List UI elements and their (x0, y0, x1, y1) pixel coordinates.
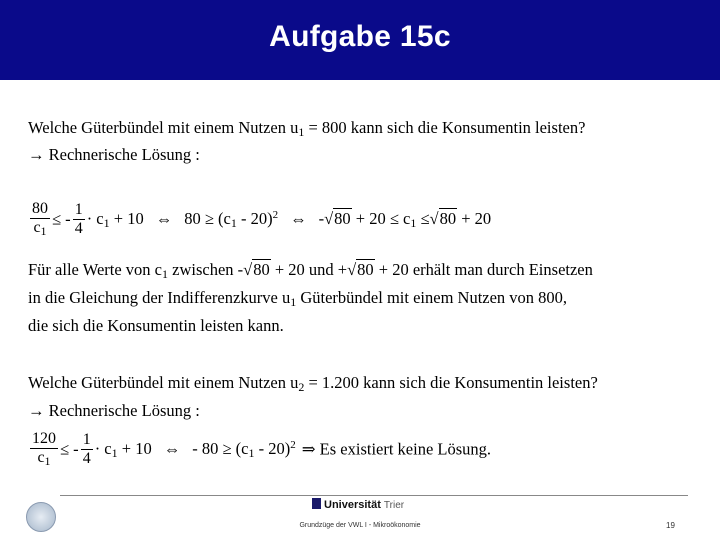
fraction-numerator: 120 (30, 430, 58, 449)
fraction-numerator: 80 (30, 200, 50, 219)
explanation-sub: 1 (290, 295, 297, 309)
equivalence-arrow: ⇔ (163, 439, 181, 459)
inequality-exponent: 2 (290, 438, 296, 451)
fraction-denominator (30, 449, 58, 469)
sqrt-radicand: 80 (357, 260, 374, 279)
equation-1-fraction-a (30, 200, 50, 239)
explanation-text: + 20 erhält man durch Einsetzen (374, 260, 593, 279)
explanation-line-2 (28, 290, 567, 308)
method-1: → Rechnerische Lösung : (28, 145, 200, 164)
inequality-sub: 1 (230, 215, 237, 230)
range-le: ≤ (416, 208, 430, 228)
equation-1-range (319, 209, 492, 228)
question-2-sub: 2 (298, 380, 305, 394)
logo-trier-text: Trier (383, 500, 405, 511)
fraction-denominator-sub: 1 (40, 224, 47, 239)
fraction-denominator-var: c (33, 219, 41, 237)
equation-2-inequality (192, 439, 296, 458)
university-logo (312, 498, 404, 512)
term-rest: + 10 (109, 208, 144, 228)
term-dot: · c (94, 438, 112, 458)
sqrt-expression: √80 (429, 208, 457, 228)
inequality-rest: - 20) (254, 438, 291, 458)
fraction-denominator: 4 (82, 450, 91, 468)
term-dot: · c (86, 208, 104, 228)
range-mid-sub: 1 (410, 215, 417, 230)
university-logo-icon (312, 498, 321, 509)
question-2 (28, 375, 598, 393)
explanation-text: zwischen - (168, 260, 244, 279)
conclusion-text: Es existiert keine Lösung. (315, 439, 492, 459)
sqrt-expression: √80 (347, 260, 374, 279)
range-right: + 20 (457, 208, 492, 228)
sqrt-expression: √80 (243, 260, 270, 279)
slide-title: Aufgabe 15c (269, 20, 451, 53)
explanation-text: Für alle Werte von c (28, 260, 162, 279)
equivalence-arrow: ⇔ (155, 209, 173, 229)
inequality-text: 80 ≥ (c (184, 208, 231, 228)
term-sub: 1 (111, 445, 118, 460)
fraction-denominator-sub: 1 (44, 454, 51, 469)
question-2-before: Welche Güterbündel mit einem Nutzen u (28, 373, 299, 392)
equation-1 (28, 200, 491, 239)
course-title: Grundzüge der VWL I - Mikroökonomie (299, 522, 421, 529)
fraction-numerator: 1 (73, 201, 85, 220)
explanation-line-1 (28, 262, 593, 280)
sqrt-radicand: 80 (439, 208, 457, 228)
question-1-before: Welche Güterbündel mit einem Nutzen u (28, 118, 299, 137)
page-number: 19 (666, 521, 675, 530)
term-sub: 1 (103, 215, 110, 230)
explanation-text: in die Gleichung der Indifferenzkurve u (28, 288, 291, 307)
range-left: - (318, 208, 325, 228)
footer-divider (60, 495, 688, 496)
explanation-text: + 20 und + (270, 260, 348, 279)
question-1 (28, 120, 585, 138)
equation-2-fraction-b (81, 431, 93, 469)
equation-1-op: ≤ - (52, 209, 71, 229)
equation-2-fraction-a (30, 430, 58, 469)
term-rest: + 10 (117, 438, 152, 458)
equivalence-arrow: ⇔ (290, 209, 307, 229)
equation-1-term (87, 209, 144, 228)
inequality-sub: 1 (248, 445, 255, 460)
question-1-sub: 1 (298, 125, 305, 139)
inequality-text: - 80 ≥ (c (192, 438, 249, 458)
fraction-numerator: 1 (81, 431, 93, 450)
sqrt-expression: √80 (324, 208, 351, 228)
explanation-text: Güterbündel mit einem Nutzen von 800, (296, 288, 568, 307)
explanation-line-3: die sich die Konsumentin leisten kann. (28, 316, 284, 335)
equation-2-op: ≤ - (60, 439, 79, 459)
explanation-sub: 1 (162, 267, 168, 281)
fraction-denominator: 4 (74, 220, 83, 238)
range-mid: + 20 ≤ c (351, 208, 411, 228)
fraction-denominator (30, 219, 50, 239)
sqrt-radicand: 80 (253, 260, 270, 279)
sqrt-radicand: 80 (334, 208, 351, 228)
method-2: → Rechnerische Lösung : (28, 401, 200, 420)
inequality-exponent: 2 (272, 208, 279, 221)
equation-2 (28, 430, 491, 469)
equation-1-inequality (184, 209, 278, 228)
equation-1-fraction-b (73, 201, 85, 239)
equation-2-term (95, 439, 152, 458)
logo-university-text: Universität (324, 499, 381, 511)
question-2-after: = 1.200 kann sich die Konsumentin leisten? (304, 373, 598, 392)
implication-arrow: ⇒ (301, 439, 316, 459)
fraction-denominator-var: c (37, 449, 45, 467)
inequality-rest: - 20) (236, 208, 273, 228)
question-1-after: = 800 kann sich die Konsumentin leisten? (304, 118, 586, 137)
